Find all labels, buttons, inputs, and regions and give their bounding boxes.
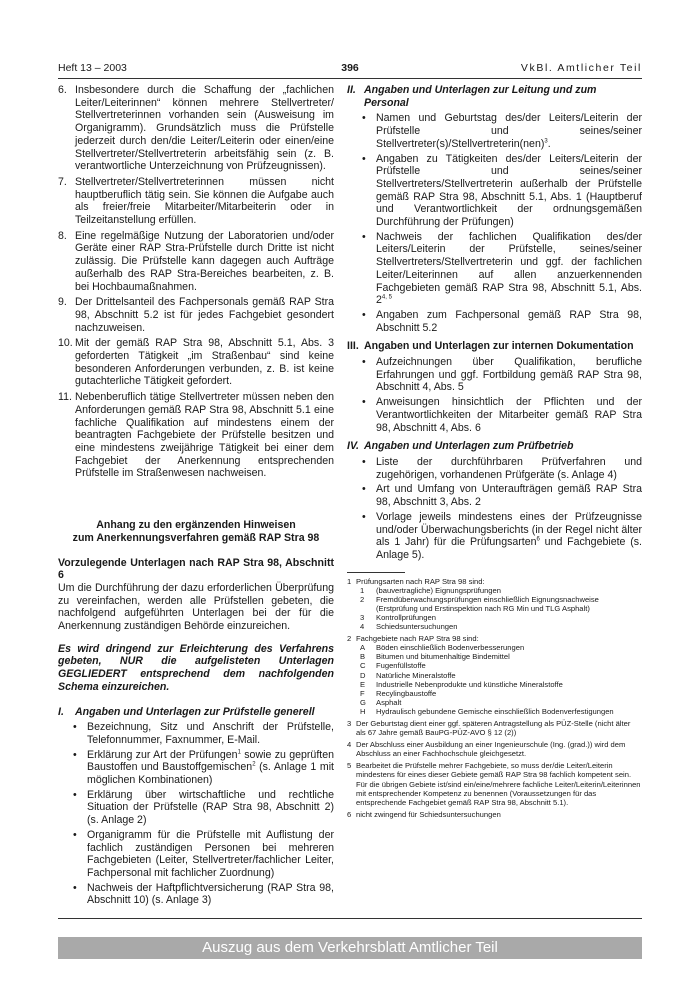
page-header [58, 62, 642, 79]
footnote: 5 Bearbeitet die Prüfstelle mehrer Fachgebiete, so muss der/die Leiter/Leiterin mindestens für eines dieser Gebiete gemäß RAP Stra 98 fachlich kompetent sein. Für die übrigen Gebiete ist/sind ein/eine/mehrere fachliche Leiter/Leiterin/Leiterinnen mit entsprechender Kompetenz zu benennen (Voraussetzungen für das entsprechende Fachgebiet gemäß RAP Stra 98, Abschnitt 5.1). [347, 761, 641, 807]
footnote: 2 Fachgebiete nach RAP Stra 98 sind: A Böden einschließlich Bodenverbesserungen B Bitumen und bitumenhaltige Bindemittel C Fugenfüllstoffe D Natürliche Mineralstoffe E Industrielle Nebenprodukte und künstliche Mineralstoffe F Recylingbaustoffe G Asphalt H Hydraulisch gebundene Gemische einschließlich Bodenverfestigungen [347, 634, 614, 716]
footnote: 1 Prüfungsarten nach RAP Stra 98 sind: 1 (bauvertragliche) Eignungsprüfungen 2 Fremdüberwachungsprüfungen einschließlich Eignungsnachweise (Erstprüfung und Erstinspektion nach RG Min und TLG Asphalt) 3 Kontrollprüfungen 4 Schiedsuntersuchungen [347, 576, 599, 632]
list-item: • Nachweis der fachlichen Qualifikation des/der Leiters/Leiterin der Prüfstelle, seines/seiner Stellvertreters/Stellvertreterin und ggf. der fachlichen Leiter/Leiterinnen auf allen anzuerkennenden Fachgebieten gemäß RAP Stra 98, Abschnitt 5.1, Abs. 2$^{4, 5}$ [347, 231, 642, 307]
right-column [347, 84, 642, 822]
numbered-item: 6. Insbesondere durch die Schaffung der „fachlichen Leiter/Leiterinnen“ können mehrere Stellvertreter/ Stellvertreterinnen vorhanden sein (Ausweisung im Organigramm). Grundsätzlich muss die Prüfstelle jederzeit durch den/die Leiter/Leiterin oder einen/eine Stellvertreter/Stellvertreterin arbeitsfähig sein (z. B. verantwortliche Unterzeichnung von Prüfzeugnissen). [58, 84, 334, 173]
issue-number: Heft 13 – 2003 [58, 62, 127, 74]
page-number: 396 [341, 62, 359, 74]
list-item: • Liste der durchführbaren Prüfverfahren und zugehörigen, vorhandenen Prüfgeräte (s. Anlage 4) [347, 456, 642, 481]
footer-banner: Auszug aus dem Verkehrsblatt Amtlicher Teil [58, 937, 642, 959]
appendix-emphasis: Es wird dringend zur Erleichterung des Verfahrens gebeten, NUR die aufgelisteten Unterlagen GEGLIEDERT entsprechend dem nachfolgenden Schema einzureichen. [58, 642, 334, 693]
section-1-list [58, 721, 334, 907]
footnote-divider [347, 572, 405, 573]
section-2-heading: II. Angaben und Unterlagen zur Leitung und zum Personal [347, 84, 597, 109]
list-item: • Art und Umfang von Unteraufträgen gemäß RAP Stra 98, Abschnitt 3, Abs. 2 [347, 483, 642, 508]
list-item: • Namen und Geburtstag des/der Leiters/Leiterin der Prüfstelle und seines/seiner Stellvertreter(s)/Stellvertreterin(nen)$^3$. [347, 112, 642, 150]
footnotes [347, 577, 642, 819]
list-item: • Organigramm für die Prüfstelle mit Auflistung der fachlich zuständigen Personen bei mehreren Fachgebieten (Leiter, Stellvertreter/fachlicher Leiter, Fachpersonal mit fachlicher Zuordnung) [58, 829, 334, 880]
section-4-list [347, 456, 642, 562]
list-item: • Vorlage jeweils mindestens eines der Prüfzeugnisse und/oder Überwachungsberichts (in der Regel nicht älter als 1 Jahr) für die Prüfungsarten$^6$ und Fachgebiete (s. Anlage 5). [347, 511, 642, 562]
list-item: • Erklärung zur Art der Prüfungen$^1$ sowie zu geprüften Baustoffen und Baustoffgemischen$^2$ (s. Anlage 1 mit möglichen Kombinationen) [58, 749, 334, 787]
numbered-item: 10. Mit der gemäß RAP Stra 98, Abschnitt 5.1, Abs. 3 geforderten Tätigkeit „im Straßenbau“ sind keine besonderen Anforderungen verbunden, z. B. ist keine gutachterliche Tätigkeit gefordert. [58, 337, 334, 388]
list-item: • Anweisungen hinsichtlich der Pflichten und der Verantwortlichkeiten der Mitarbeiter gemäß RAP Stra 98, Abschnitt 4, Abs. 6 [347, 396, 642, 434]
numbered-item: 8. Eine regelmäßige Nutzung der Laboratorien und/oder Geräte einer RAP Stra-Prüfstelle durch Dritte ist nicht zulässig. Die Prüfstelle kann dagegen auch Aufträge außerhalb des RAP Stra-Bereiches bearbeiten, z. B. bei Hochbaumaßnahmen. [58, 229, 334, 293]
section-1-heading: I. Angaben und Unterlagen zur Prüfstelle generell [58, 705, 315, 718]
appendix-intro: Um die Durchführung der dazu erforderlichen Überprüfung zu vereinfachen, werden alle Prüfstellen gebeten, die nachfolgend aufgeführten Unterlagen bei der für die Anerkennung zuständigen Behörde einzureichen. [58, 581, 334, 633]
footnote: 3 Der Geburtstag dient einer ggf. späteren Antragstellung als PÜZ-Stelle (nicht älter als 67 Jahre gemäß BauPG-PÜZ-AVO § 12 (2)) [347, 719, 631, 738]
section-3-list [347, 356, 642, 434]
numbered-item: 9. Der Drittelsanteil des Fachpersonals gemäß RAP Stra 98, Abschnitt 5.2 ist für jedes Fachgebiet gesondert nachzuweisen. [58, 296, 334, 334]
appendix-subheading: Vorzulegende Unterlagen nach RAP Stra 98, Abschnitt 6 [58, 556, 334, 582]
footnote: 6 nicht zwingend für Schiedsuntersuchungen [347, 809, 501, 819]
list-item: • Erklärung über wirtschaftliche und rechtliche Situation der Prüfstelle (RAP Stra 98, Abschnitt 2) (s. Anlage 2) [58, 789, 334, 827]
section-2-list [347, 112, 642, 334]
section-3-heading: III. Angaben und Unterlagen zur internen Dokumentation [347, 340, 634, 353]
bottom-divider [58, 918, 642, 919]
list-item: • Bezeichnung, Sitz und Anschrift der Prüfstelle, Telefonnummer, Faxnummer, E-Mail. [58, 721, 334, 746]
left-column [58, 84, 334, 913]
numbered-item: 11. Nebenberuflich tätige Stellvertreter müssen neben den Anforderungen gemäß RAP Stra 98, Abschnitt 5.1 eine fachliche Qualifikation auf mindestens einem der beantragten Fachgebiete der Prüfstelle besitzen und eine mindestens zweijährige Tätigkeit bei einer dem Fachgebiet der Anerkennung entsprechenden Prüfstelle im Straßenwesen nachweisen. [58, 391, 334, 480]
numbered-item: 7. Stellvertreter/Stellvertreterinnen müssen nicht hauptberuflich tätig sein. Sie können die Aufgabe auch als freier/freie Mitarbeiter/Mitarbeiterin oder in Teilzeitanstellung erfüllen. [58, 175, 334, 227]
publication-title: VkBl. Amtlicher Teil [520, 62, 642, 74]
section-4-heading: IV. Angaben und Unterlagen zum Prüfbetrieb [347, 440, 574, 453]
footnote: 4 Der Abschluss einer Ausbildung an einer Ingenieurschule (Ing. (grad.)) wird dem Abschluss an einer Fachhochschule gleichgesetzt. [347, 740, 626, 759]
list-item: • Nachweis der Haftpflichtversicherung (RAP Stra 98, Abschnitt 10) (s. Anlage 3) [58, 882, 334, 907]
list-item: • Angaben zu Tätigkeiten des/der Leiters/Leiterin der Prüfstelle und seines/seiner Stellvertreters/Stellvertreterin außerhalb der Prüfstelle gemäß RAP Stra 98, Abschnitt 5.1, Abs. 1 (Hauptberuf und Verantwortlichkeit der ordnungsgemäßen Durchführung der Prüfungen) [347, 153, 642, 229]
appendix-title: Anhang zu den ergänzenden Hinweisen zum Anerkennungsverfahren gemäß RAP Stra 98 [72, 519, 320, 544]
list-item: • Angaben zum Fachpersonal gemäß RAP Stra 98, Abschnitt 5.2 [347, 309, 642, 334]
list-item: • Aufzeichnungen über Qualifikation, berufliche Erfahrungen und ggf. Fortbildung gemäß RAP Stra 98, Abschnitt 4, Abs. 5 [347, 356, 642, 394]
